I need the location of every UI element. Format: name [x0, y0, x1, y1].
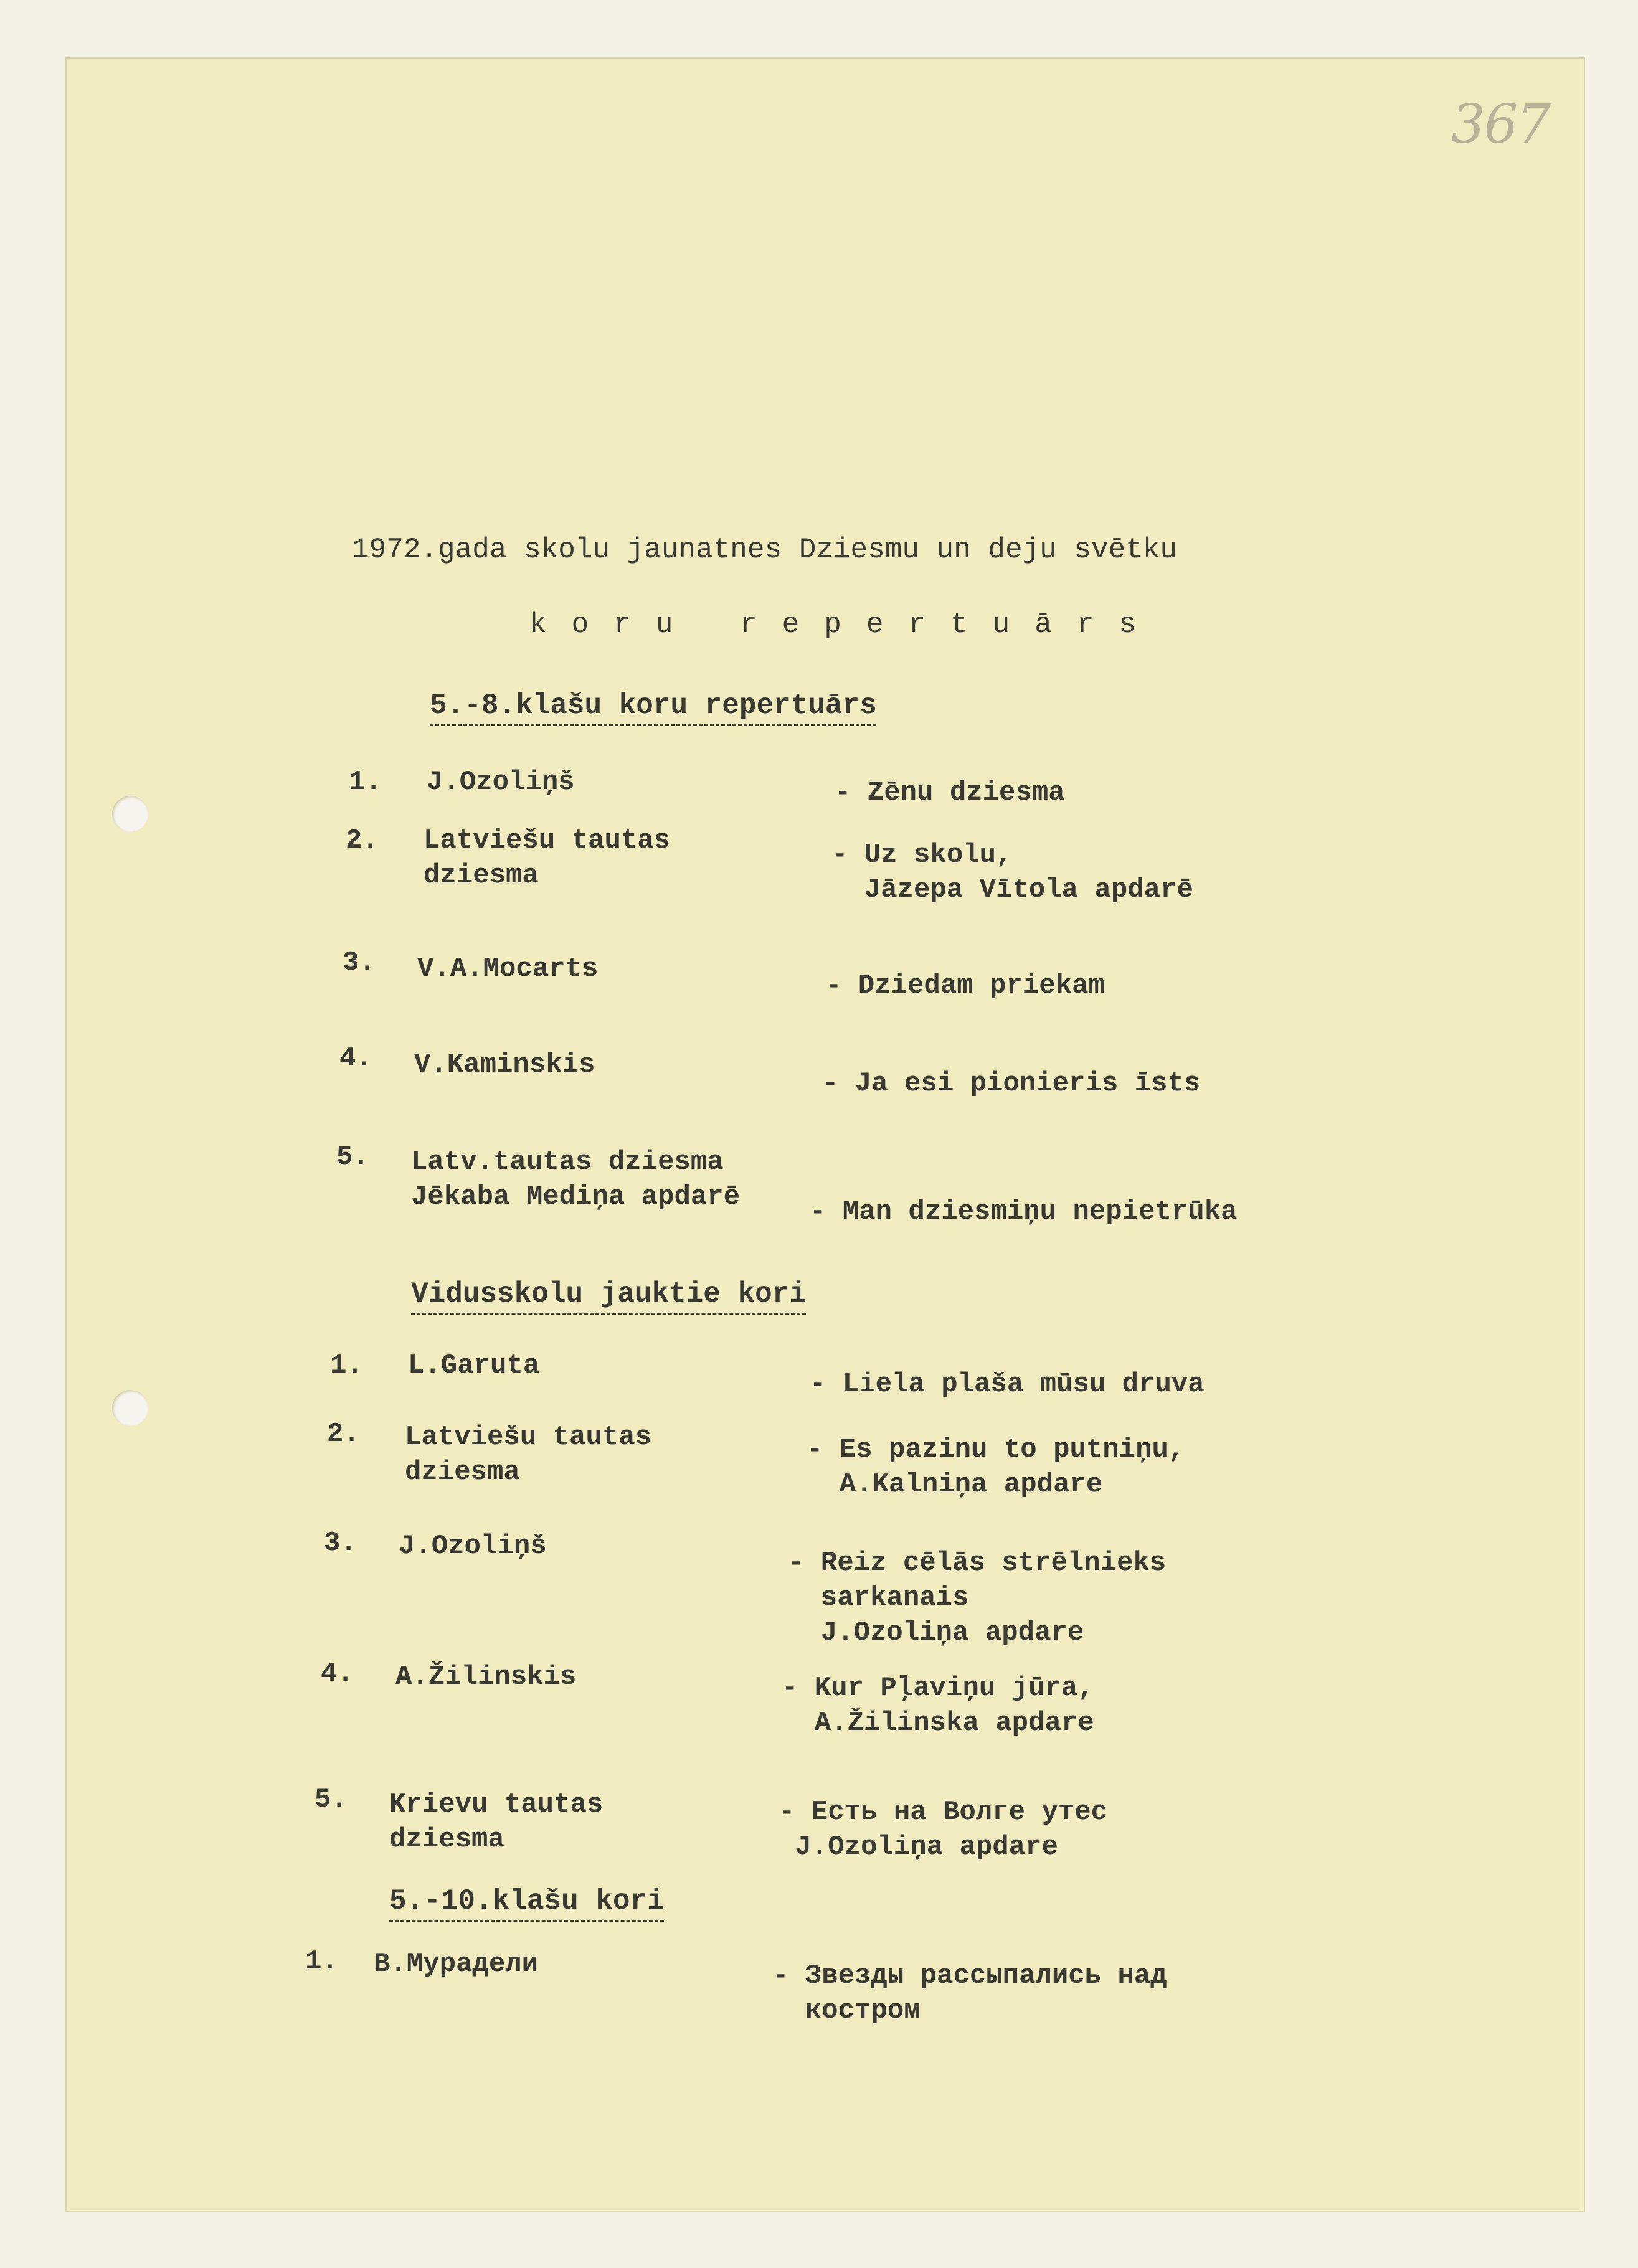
item-song: - Kur Pļaviņu jūra, A.Žilinska apdare [782, 1673, 1094, 1739]
item-song: - Zēnu dziesma [835, 777, 1065, 808]
item-composer: В.Мурадели [374, 1949, 539, 1980]
document-title: 1972.gada skolu jaunatnes Dziesmu un deju svētku [352, 534, 1178, 566]
item-song: - Ja esi pionieris īsts [822, 1068, 1201, 1099]
section-heading: 5.-8.klašu koru repertuārs [430, 689, 877, 722]
item-number: 1. [305, 1946, 338, 1977]
item-number: 1. [349, 767, 382, 798]
punch-hole-bottom [112, 1390, 148, 1426]
item-number: 5. [336, 1141, 369, 1173]
page-number: 367 [1451, 93, 1550, 156]
document-subtitle: koru repertuārs [529, 608, 1162, 641]
item-number: 4. [339, 1043, 372, 1074]
item-composer: Krievu tautas dziesma [389, 1789, 604, 1855]
item-composer: J.Ozoliņš [399, 1531, 547, 1562]
item-song: - Dziedam priekam [825, 970, 1105, 1001]
item-composer: A.Žilinskis [395, 1661, 577, 1693]
item-song: - Man dziesmiņu nepietrūka [810, 1196, 1238, 1227]
document-sheet [65, 57, 1585, 2212]
item-song: - Есть на Волге утес J.Ozoliņa apdare [779, 1797, 1108, 1863]
item-number: 3. [343, 947, 376, 978]
item-composer: V.A.Mocarts [417, 953, 599, 985]
item-song: - Звезды рассыпались над костром [772, 1960, 1167, 2026]
item-song: - Liela plaša mūsu druva [810, 1369, 1205, 1400]
item-number: 2. [346, 825, 379, 856]
item-number: 4. [321, 1658, 354, 1689]
item-composer: J.Ozoliņš [427, 767, 575, 798]
item-song: - Reiz cēlās strēlnieks sarkanais J.Ozoliņa apdare [788, 1547, 1167, 1648]
item-number: 5. [315, 1784, 348, 1815]
item-composer: L.Garuta [408, 1350, 540, 1381]
item-number: 2. [327, 1419, 360, 1450]
item-number: 3. [324, 1528, 357, 1559]
section-heading: Vidusskolu jauktie kori [411, 1278, 807, 1310]
item-composer: V.Kaminskis [414, 1049, 595, 1080]
item-composer: Latviešu tautas dziesma [424, 825, 671, 891]
item-composer: Latv.tautas dziesma Jēkaba Mediņa apdarē [411, 1146, 741, 1212]
item-composer: Latviešu tautas dziesma [405, 1422, 652, 1488]
item-song: - Es pazinu to putniņu, A.Kalniņa apdare [807, 1434, 1185, 1500]
item-song: - Uz skolu, Jāzepa Vītola apdarē [831, 839, 1193, 905]
item-number: 1. [330, 1350, 363, 1381]
punch-hole-top [112, 796, 148, 832]
section-heading: 5.-10.klašu kori [389, 1885, 665, 1917]
